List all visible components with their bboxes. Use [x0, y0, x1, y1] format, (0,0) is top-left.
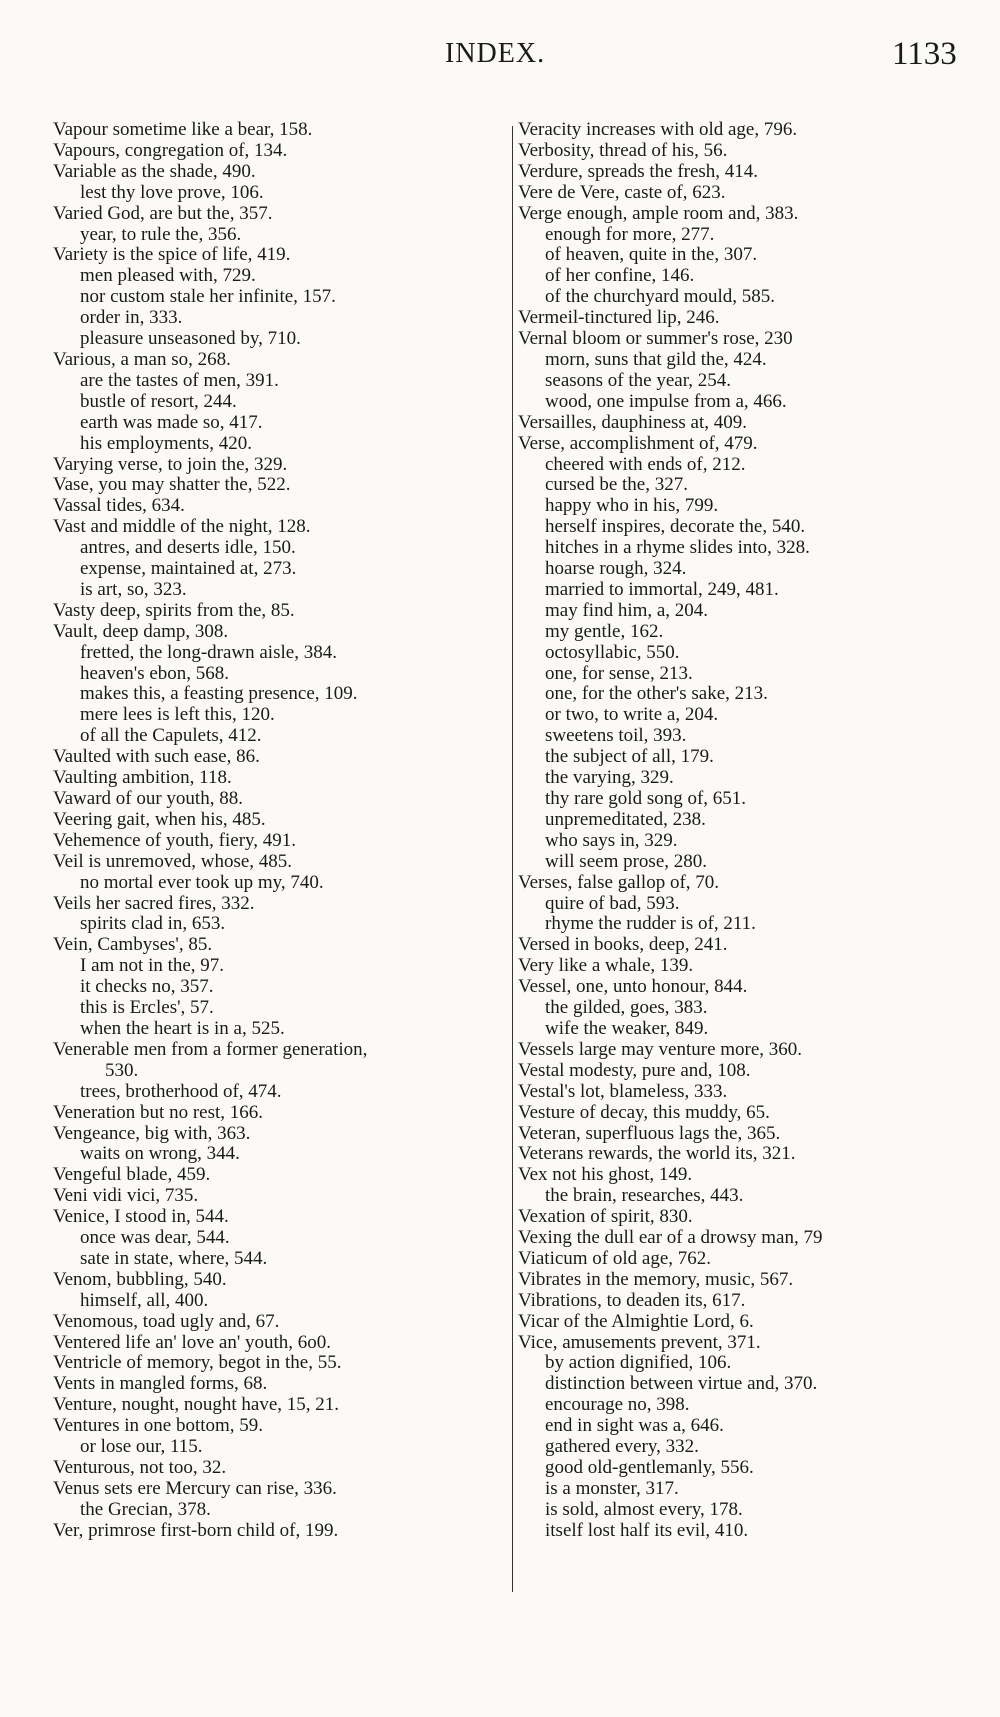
index-entry: Verdure, spreads the fresh, 414.: [518, 160, 759, 182]
index-subentry: the brain, researches, 443.: [545, 1185, 744, 1207]
index-subentry: cursed be the, 327.: [545, 474, 688, 496]
index-subentry: I am not in the, 97.: [80, 955, 225, 977]
index-entry: Vengeful blade, 459.: [53, 1164, 211, 1186]
index-entry: Vehemence of youth, fiery, 491.: [53, 829, 297, 851]
index-entry: Veneration but no rest, 166.: [53, 1101, 264, 1123]
index-subentry: makes this, a feasting presence, 109.: [80, 683, 358, 705]
index-subentry: happy who in his, 799.: [545, 495, 719, 517]
index-subentry: the subject of all, 179.: [545, 746, 714, 768]
index-entry: Vaulting ambition, 118.: [53, 767, 232, 789]
index-entry: Variable as the shade, 490.: [53, 160, 256, 182]
index-entry: Varied God, are but the, 357.: [53, 202, 273, 224]
index-entry: Veni vidi vici, 735.: [53, 1185, 199, 1207]
index-entry-continuation: 530.: [105, 1059, 139, 1081]
index-subentry: good old-gentlemanly, 556.: [545, 1457, 754, 1478]
column-divider: [512, 126, 513, 1592]
index-subentry: sate in state, where, 544.: [80, 1247, 268, 1269]
index-subentry: octosyllabic, 550.: [545, 641, 680, 663]
index-subentry: or lose our, 115.: [80, 1436, 203, 1458]
index-entry: Ventricle of memory, begot in the, 55.: [53, 1352, 342, 1374]
index-entry: Verse, accomplishment of, 479.: [518, 432, 758, 454]
index-entry: Vestal's lot, blameless, 333.: [518, 1080, 728, 1102]
index-subentry: morn, suns that gild the, 424.: [545, 348, 767, 370]
index-subentry: by action dignified, 106.: [545, 1352, 732, 1374]
index-subentry: fretted, the long-drawn aisle, 384.: [80, 641, 337, 663]
index-subentry: hoarse rough, 324.: [545, 558, 687, 580]
index-subentry: waits on wrong, 344.: [80, 1143, 240, 1165]
index-entry: Verses, false gallop of, 70.: [518, 871, 720, 893]
index-entry: Vast and middle of the night, 128.: [53, 516, 311, 538]
index-subentry: married to immortal, 249, 481.: [545, 578, 779, 600]
index-subentry: it checks no, 357.: [80, 976, 214, 998]
index-subentry: hitches in a rhyme slides into, 328.: [545, 537, 810, 559]
index-entry: Venice, I stood in, 544.: [53, 1206, 229, 1228]
index-entry: Vexation of spirit, 830.: [518, 1206, 693, 1228]
index-subentry: one, for the other's sake, 213.: [545, 683, 768, 705]
index-entry: Vessel, one, unto honour, 844.: [518, 976, 748, 998]
index-entry: Vapours, congregation of, 134.: [53, 139, 288, 161]
index-entry: Vicar of the Almightie Lord, 6.: [518, 1310, 754, 1332]
index-subentry: of all the Capulets, 412.: [80, 725, 262, 747]
index-subentry: his employments, 420.: [80, 432, 253, 454]
index-entry: Vengeance, big with, 363.: [53, 1122, 251, 1144]
index-subentry: of the churchyard mould, 585.: [545, 286, 776, 308]
index-subentry: end in sight was a, 646.: [545, 1415, 724, 1437]
index-entry: Very like a whale, 139.: [518, 955, 694, 977]
index-entry: Vasty deep, spirits from the, 85.: [53, 599, 295, 621]
index-entry: Vexing the dull ear of a drowsy man, 79: [518, 1227, 823, 1249]
index-entry: Vibrates in the memory, music, 567.: [518, 1268, 794, 1290]
index-entry: Venom, bubbling, 540.: [53, 1268, 227, 1290]
index-entry: Vapour sometime like a bear, 158.: [53, 119, 313, 140]
index-entry: Variety is the spice of life, 419.: [53, 244, 291, 266]
index-subentry: the gilded, goes, 383.: [545, 997, 708, 1019]
index-entry: Vents in mangled forms, 68.: [53, 1373, 268, 1395]
index-subentry: himself, all, 400.: [80, 1289, 209, 1311]
index-entry: Vein, Cambyses', 85.: [53, 934, 213, 956]
index-subentry: will seem prose, 280.: [545, 850, 708, 872]
index-entry: Vaulted with such ease, 86.: [53, 746, 260, 768]
index-subentry: earth was made so, 417.: [80, 411, 263, 433]
index-column-right: [518, 120, 996, 1542]
index-subentry: seasons of the year, 254.: [545, 369, 732, 391]
index-subentry: no mortal ever took up my, 740.: [80, 871, 324, 893]
index-entry: Veterans rewards, the world its, 321.: [518, 1143, 796, 1165]
index-subentry: rhyme the rudder is of, 211.: [545, 913, 756, 935]
index-entry: Vice, amusements prevent, 371.: [518, 1331, 761, 1353]
index-entry: Ventures in one bottom, 59.: [53, 1415, 264, 1437]
index-entry: Versed in books, deep, 241.: [518, 934, 728, 956]
index-subentry: expense, maintained at, 273.: [80, 558, 297, 580]
index-subentry: order in, 333.: [80, 307, 183, 329]
index-subentry: sweetens toil, 393.: [545, 725, 687, 747]
index-entry: Venturous, not too, 32.: [53, 1457, 227, 1478]
index-entry: Vere de Vere, caste of, 623.: [518, 181, 726, 203]
index-entry: Vase, you may shatter the, 522.: [53, 474, 291, 496]
index-subentry: of her confine, 146.: [545, 265, 695, 287]
index-entry: Versailles, dauphiness at, 409.: [518, 411, 748, 433]
index-subentry: are the tastes of men, 391.: [80, 369, 279, 391]
index-subentry: gathered every, 332.: [545, 1436, 699, 1458]
index-subentry: unpremeditated, 238.: [545, 808, 706, 830]
index-entry: Venerable men from a former generation,: [53, 1038, 368, 1060]
index-subentry: encourage no, 398.: [545, 1394, 690, 1416]
index-entry: Vestal modesty, pure and, 108.: [518, 1059, 751, 1081]
index-subentry: men pleased with, 729.: [80, 265, 256, 287]
index-subentry: or two, to write a, 204.: [545, 704, 719, 726]
index-entry: Various, a man so, 268.: [53, 348, 231, 370]
index-subentry: may find him, a, 204.: [545, 599, 709, 621]
index-subentry: heaven's ebon, 568.: [80, 662, 230, 684]
index-column-left: [53, 120, 513, 1542]
index-subentry: pleasure unseasoned by, 710.: [80, 328, 301, 350]
index-entry: Verge enough, ample room and, 383.: [518, 202, 799, 224]
index-subentry: once was dear, 544.: [80, 1227, 230, 1249]
index-entry: Vex not his ghost, 149.: [518, 1164, 693, 1186]
page-header: [0, 38, 1000, 78]
index-subentry: wood, one impulse from a, 466.: [545, 390, 787, 412]
index-entry: Vibrations, to deaden its, 617.: [518, 1289, 746, 1311]
index-subentry: wife the weaker, 849.: [545, 1017, 709, 1039]
index-entry: Verbosity, thread of his, 56.: [518, 139, 728, 161]
page-number: 1133: [892, 36, 957, 72]
index-entry: Vesture of decay, this muddy, 65.: [518, 1101, 770, 1123]
index-entry: Venomous, toad ugly and, 67.: [53, 1310, 280, 1332]
index-subentry: of heaven, quite in the, 307.: [545, 244, 758, 266]
index-entry: Ver, primrose first-born child of, 199.: [53, 1519, 339, 1541]
index-subentry: is sold, almost every, 178.: [545, 1498, 743, 1520]
index-subentry: the varying, 329.: [545, 767, 674, 789]
page-title: INDEX.: [445, 38, 546, 69]
index-entry: Vermeil-tinctured lip, 246.: [518, 307, 720, 329]
index-subentry: lest thy love prove, 106.: [80, 181, 264, 203]
index-subentry: enough for more, 277.: [545, 223, 715, 245]
index-subentry: herself inspires, decorate the, 540.: [545, 516, 806, 538]
index-subentry: is a monster, 317.: [545, 1477, 679, 1499]
index-subentry: mere lees is left this, 120.: [80, 704, 275, 726]
index-entry: Viaticum of old age, 762.: [518, 1247, 712, 1269]
index-entry: Vaward of our youth, 88.: [53, 788, 243, 809]
index-entry: Venture, nought, nought have, 15, 21.: [53, 1394, 340, 1416]
index-subentry: my gentle, 162.: [545, 620, 664, 642]
index-subentry: trees, brotherhood of, 474.: [80, 1080, 282, 1102]
index-entry: Veering gait, when his, 485.: [53, 808, 266, 830]
index-entry: Varying verse, to join the, 329.: [53, 453, 288, 475]
index-entry: Venus sets ere Mercury can rise, 336.: [53, 1477, 337, 1499]
index-subentry: the Grecian, 378.: [80, 1498, 211, 1520]
index-subentry: antres, and deserts idle, 150.: [80, 537, 296, 559]
index-subentry: distinction between virtue and, 370.: [545, 1373, 818, 1395]
index-subentry: nor custom stale her infinite, 157.: [80, 286, 336, 308]
index-entry: Veil is unremoved, whose, 485.: [53, 850, 293, 872]
index-subentry: this is Ercles', 57.: [80, 997, 214, 1019]
index-entry: Veils her sacred fires, 332.: [53, 892, 255, 914]
index-entry: Vernal bloom or summer's rose, 230: [518, 328, 793, 350]
index-subentry: spirits clad in, 653.: [80, 913, 226, 935]
index-subentry: when the heart is in a, 525.: [80, 1017, 285, 1039]
index-subentry: cheered with ends of, 212.: [545, 453, 746, 475]
index-subentry: itself lost half its evil, 410.: [545, 1519, 749, 1541]
index-entry: Vassal tides, 634.: [53, 495, 185, 517]
index-subentry: quire of bad, 593.: [545, 892, 680, 914]
index-subentry: who says in, 329.: [545, 829, 678, 851]
index-subentry: one, for sense, 213.: [545, 662, 693, 684]
index-entry: Vessels large may venture more, 360.: [518, 1038, 803, 1060]
index-subentry: bustle of resort, 244.: [80, 390, 237, 412]
index-entry: Veracity increases with old age, 796.: [518, 120, 798, 140]
index-subentry: year, to rule the, 356.: [80, 223, 242, 245]
index-entry: Veteran, superfluous lags the, 365.: [518, 1122, 781, 1144]
index-subentry: thy rare gold song of, 651.: [545, 788, 747, 809]
index-entry: Vault, deep damp, 308.: [53, 620, 229, 642]
index-subentry: is art, so, 323.: [80, 578, 187, 600]
index-entry: Ventered life an' love an' youth, 6o0.: [53, 1331, 332, 1353]
